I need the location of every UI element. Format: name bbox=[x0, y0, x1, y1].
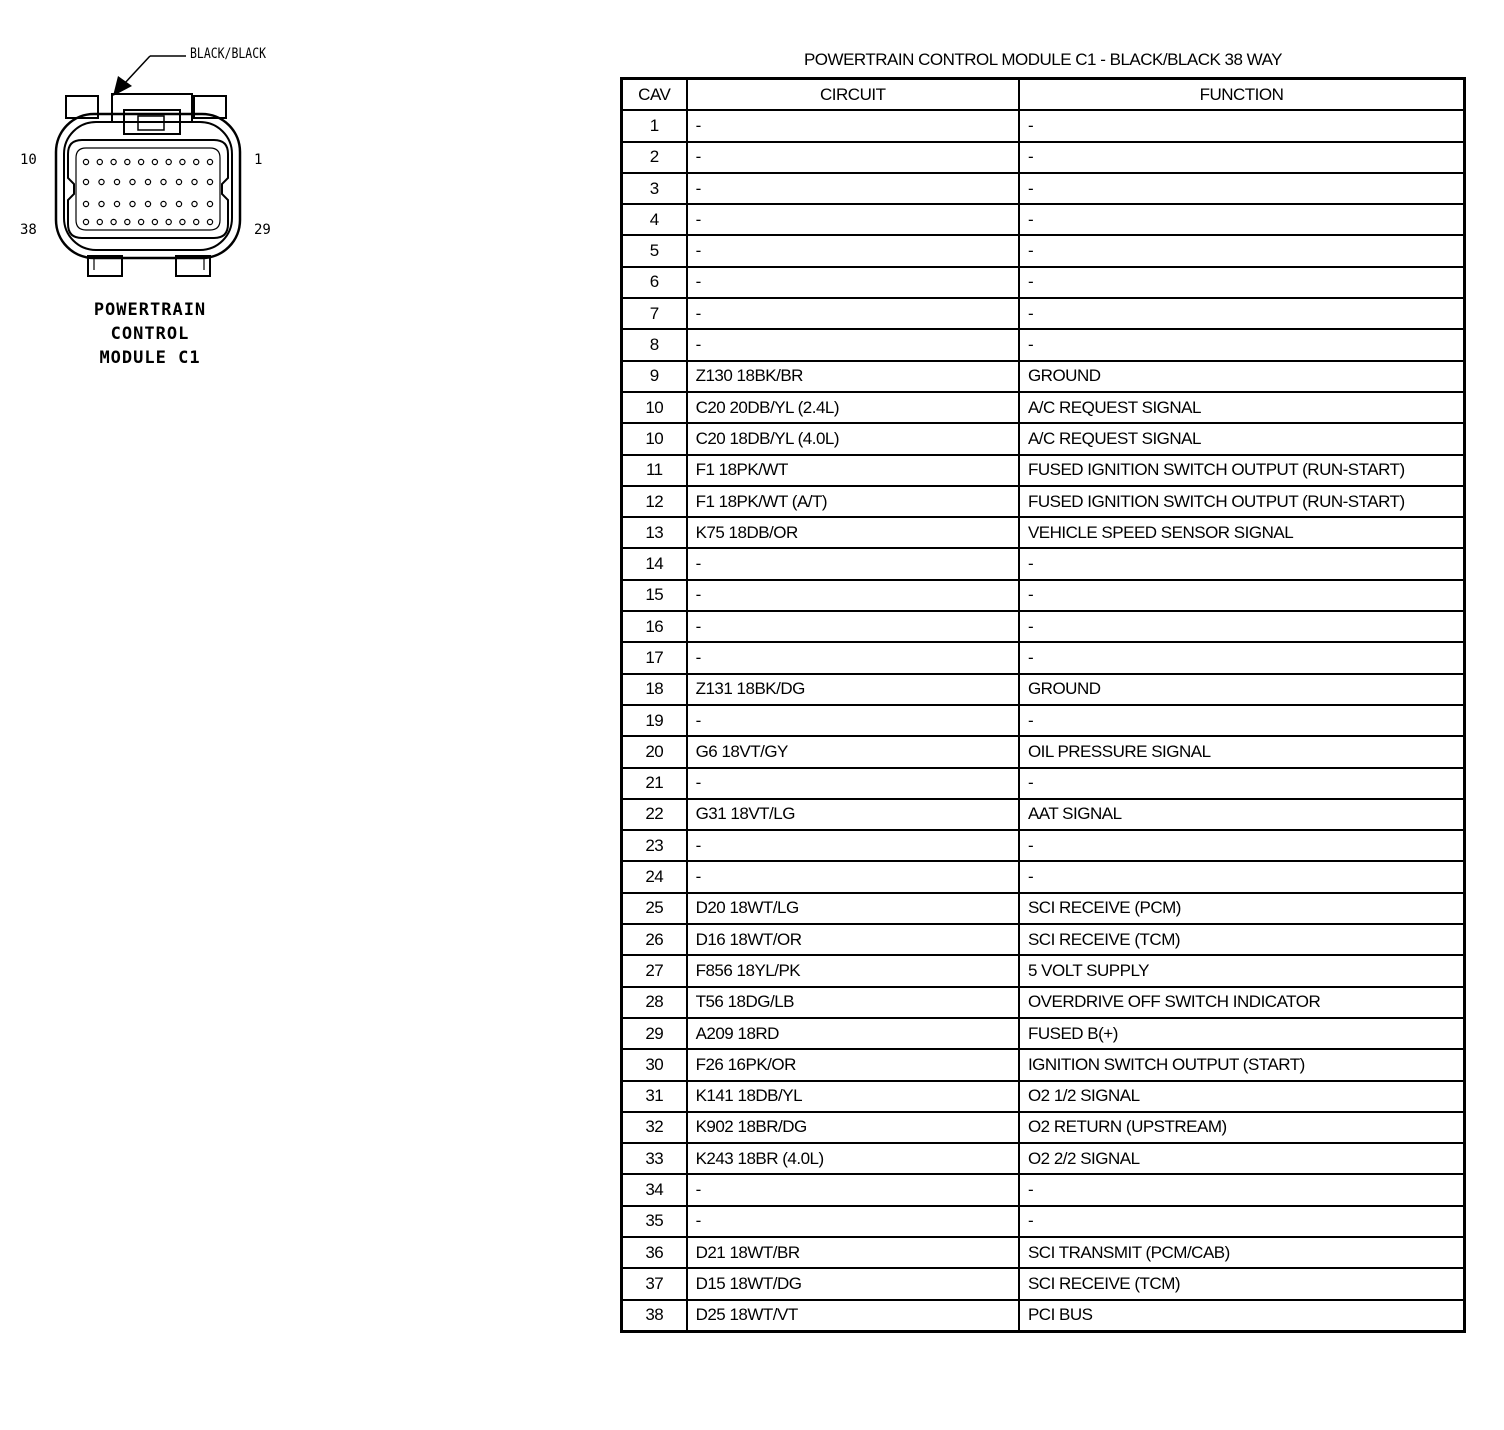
function-cell: - bbox=[1019, 235, 1465, 266]
header-circuit: CIRCUIT bbox=[687, 79, 1019, 111]
pin-hole bbox=[97, 159, 102, 164]
pin-hole bbox=[83, 159, 88, 164]
function-cell: PCI BUS bbox=[1019, 1300, 1465, 1332]
function-cell: FUSED IGNITION SWITCH OUTPUT (RUN-START) bbox=[1019, 486, 1465, 517]
table-row bbox=[622, 955, 1465, 986]
function-cell: AAT SIGNAL bbox=[1019, 799, 1465, 830]
connector-color-label: BLACK/BLACK bbox=[190, 46, 267, 62]
cav-cell: 19 bbox=[622, 705, 687, 736]
function-cell: - bbox=[1019, 298, 1465, 329]
connector-figure bbox=[0, 0, 340, 380]
circuit-cell: - bbox=[687, 611, 1019, 642]
cav-cell: 6 bbox=[622, 267, 687, 298]
circuit-cell: - bbox=[687, 642, 1019, 673]
pin-hole bbox=[125, 159, 130, 164]
cav-cell: 8 bbox=[622, 329, 687, 360]
table-row bbox=[622, 1237, 1465, 1268]
function-cell: FUSED IGNITION SWITCH OUTPUT (RUN-START) bbox=[1019, 455, 1465, 486]
table-row bbox=[622, 611, 1465, 642]
table-row bbox=[622, 768, 1465, 799]
pin-hole bbox=[111, 159, 116, 164]
pin-hole bbox=[111, 219, 116, 224]
pin-hole bbox=[192, 179, 197, 184]
circuit-cell: - bbox=[687, 830, 1019, 861]
function-cell: - bbox=[1019, 173, 1465, 204]
circuit-cell: Z131 18BK/DG bbox=[687, 674, 1019, 705]
cav-cell: 27 bbox=[622, 955, 687, 986]
pin-hole bbox=[176, 201, 181, 206]
circuit-cell: G6 18VT/GY bbox=[687, 736, 1019, 767]
function-cell: - bbox=[1019, 329, 1465, 360]
cav-cell: 3 bbox=[622, 173, 687, 204]
cav-cell: 33 bbox=[622, 1143, 687, 1174]
cav-cell: 29 bbox=[622, 1018, 687, 1049]
circuit-cell: Z130 18BK/BR bbox=[687, 361, 1019, 392]
table-header-row bbox=[622, 79, 1465, 111]
circuit-cell: - bbox=[687, 548, 1019, 579]
cav-cell: 37 bbox=[622, 1268, 687, 1299]
function-cell: - bbox=[1019, 861, 1465, 892]
pin-hole bbox=[99, 201, 104, 206]
circuit-cell: - bbox=[687, 861, 1019, 892]
cav-cell: 20 bbox=[622, 736, 687, 767]
function-cell: SCI RECEIVE (TCM) bbox=[1019, 924, 1465, 955]
circuit-cell: F856 18YL/PK bbox=[687, 955, 1019, 986]
function-cell: OVERDRIVE OFF SWITCH INDICATOR bbox=[1019, 987, 1465, 1018]
circuit-cell: - bbox=[687, 580, 1019, 611]
cav-cell: 21 bbox=[622, 768, 687, 799]
circuit-cell: - bbox=[687, 329, 1019, 360]
circuit-cell: C20 18DB/YL (4.0L) bbox=[687, 423, 1019, 454]
circuit-cell: K243 18BR (4.0L) bbox=[687, 1143, 1019, 1174]
circuit-cell: - bbox=[687, 110, 1019, 141]
pin-label-top-right: 1 bbox=[254, 152, 263, 168]
function-cell: FUSED B(+) bbox=[1019, 1018, 1465, 1049]
table-row bbox=[622, 893, 1465, 924]
circuit-cell: - bbox=[687, 267, 1019, 298]
function-cell: SCI RECEIVE (PCM) bbox=[1019, 893, 1465, 924]
pin-hole bbox=[83, 201, 88, 206]
table-row bbox=[622, 1300, 1465, 1332]
function-cell: - bbox=[1019, 580, 1465, 611]
cav-cell: 10 bbox=[622, 392, 687, 423]
pin-hole bbox=[194, 219, 199, 224]
cav-cell: 11 bbox=[622, 455, 687, 486]
circuit-cell: - bbox=[687, 142, 1019, 173]
pin-hole bbox=[194, 159, 199, 164]
table-row bbox=[622, 235, 1465, 266]
pin-hole bbox=[83, 219, 88, 224]
function-cell: - bbox=[1019, 830, 1465, 861]
function-cell: - bbox=[1019, 1174, 1465, 1205]
pin-label-top-left: 10 bbox=[20, 152, 37, 168]
function-cell: IGNITION SWITCH OUTPUT (START) bbox=[1019, 1049, 1465, 1080]
circuit-cell: D21 18WT/BR bbox=[687, 1237, 1019, 1268]
pin-hole bbox=[130, 179, 135, 184]
cav-cell: 1 bbox=[622, 110, 687, 141]
cav-cell: 25 bbox=[622, 893, 687, 924]
table-row bbox=[622, 142, 1465, 173]
cav-cell: 16 bbox=[622, 611, 687, 642]
pin-hole bbox=[192, 201, 197, 206]
cav-cell: 12 bbox=[622, 486, 687, 517]
table-row bbox=[622, 329, 1465, 360]
circuit-cell: D15 18WT/DG bbox=[687, 1268, 1019, 1299]
header-function: FUNCTION bbox=[1019, 79, 1465, 111]
cav-cell: 38 bbox=[622, 1300, 687, 1332]
table-row bbox=[622, 1268, 1465, 1299]
function-cell: O2 RETURN (UPSTREAM) bbox=[1019, 1112, 1465, 1143]
pin-hole bbox=[145, 179, 150, 184]
function-cell: O2 2/2 SIGNAL bbox=[1019, 1143, 1465, 1174]
function-cell: OIL PRESSURE SIGNAL bbox=[1019, 736, 1465, 767]
cav-cell: 34 bbox=[622, 1174, 687, 1205]
circuit-cell: D20 18WT/LG bbox=[687, 893, 1019, 924]
table-row bbox=[622, 1049, 1465, 1080]
cav-cell: 10 bbox=[622, 423, 687, 454]
circuit-cell: - bbox=[687, 204, 1019, 235]
table-row bbox=[622, 642, 1465, 673]
circuit-cell: T56 18DG/LB bbox=[687, 987, 1019, 1018]
caption-line-3: MODULE C1 bbox=[99, 348, 201, 368]
circuit-cell: - bbox=[687, 705, 1019, 736]
function-cell: SCI TRANSMIT (PCM/CAB) bbox=[1019, 1237, 1465, 1268]
table-row bbox=[622, 861, 1465, 892]
cav-cell: 23 bbox=[622, 830, 687, 861]
pin-hole bbox=[161, 201, 166, 206]
circuit-cell: - bbox=[687, 1206, 1019, 1237]
caption-line-2: CONTROL bbox=[110, 324, 190, 344]
circuit-cell: F1 18PK/WT (A/T) bbox=[687, 486, 1019, 517]
pin-hole bbox=[207, 201, 212, 206]
circuit-cell: F26 16PK/OR bbox=[687, 1049, 1019, 1080]
pin-hole bbox=[166, 159, 171, 164]
pin-hole bbox=[180, 219, 185, 224]
cav-cell: 17 bbox=[622, 642, 687, 673]
pin-hole bbox=[83, 179, 88, 184]
table-row bbox=[622, 204, 1465, 235]
function-cell: - bbox=[1019, 768, 1465, 799]
table-title: POWERTRAIN CONTROL MODULE C1 - BLACK/BLACK 38 WAY bbox=[803, 50, 1283, 69]
cav-cell: 35 bbox=[622, 1206, 687, 1237]
pinout-table bbox=[620, 77, 1466, 1333]
cav-cell: 22 bbox=[622, 799, 687, 830]
function-cell: O2 1/2 SIGNAL bbox=[1019, 1081, 1465, 1112]
table-row bbox=[622, 1112, 1465, 1143]
function-cell: SCI RECEIVE (TCM) bbox=[1019, 1268, 1465, 1299]
table-body bbox=[622, 110, 1465, 1331]
header-cav: CAV bbox=[622, 79, 687, 111]
circuit-cell: - bbox=[687, 298, 1019, 329]
cav-cell: 14 bbox=[622, 548, 687, 579]
function-cell: - bbox=[1019, 204, 1465, 235]
table-row bbox=[622, 924, 1465, 955]
circuit-cell: K75 18DB/OR bbox=[687, 517, 1019, 548]
cav-cell: 30 bbox=[622, 1049, 687, 1080]
table-row bbox=[622, 173, 1465, 204]
table-row bbox=[622, 987, 1465, 1018]
table-row bbox=[622, 1206, 1465, 1237]
table-row bbox=[622, 674, 1465, 705]
circuit-cell: C20 20DB/YL (2.4L) bbox=[687, 392, 1019, 423]
pin-hole bbox=[176, 179, 181, 184]
pin-label-bottom-left: 38 bbox=[20, 222, 37, 238]
circuit-cell: F1 18PK/WT bbox=[687, 455, 1019, 486]
function-cell: - bbox=[1019, 142, 1465, 173]
cav-cell: 9 bbox=[622, 361, 687, 392]
connector-drawing bbox=[0, 0, 340, 300]
table-row bbox=[622, 705, 1465, 736]
function-cell: GROUND bbox=[1019, 361, 1465, 392]
function-cell: - bbox=[1019, 611, 1465, 642]
pin-hole bbox=[139, 159, 144, 164]
cav-cell: 13 bbox=[622, 517, 687, 548]
pin-hole bbox=[145, 201, 150, 206]
pin-hole bbox=[97, 219, 102, 224]
circuit-cell: K141 18DB/YL bbox=[687, 1081, 1019, 1112]
connector-caption bbox=[60, 298, 240, 370]
cav-cell: 4 bbox=[622, 204, 687, 235]
circuit-cell: G31 18VT/LG bbox=[687, 799, 1019, 830]
pin-hole bbox=[207, 219, 212, 224]
table-row bbox=[622, 1143, 1465, 1174]
pin-hole bbox=[114, 179, 119, 184]
pin-hole bbox=[114, 201, 119, 206]
table-row bbox=[622, 736, 1465, 767]
pin-holes bbox=[83, 159, 212, 224]
circuit-cell: - bbox=[687, 235, 1019, 266]
circuit-cell: A209 18RD bbox=[687, 1018, 1019, 1049]
circuit-cell: K902 18BR/DG bbox=[687, 1112, 1019, 1143]
circuit-cell: D16 18WT/OR bbox=[687, 924, 1019, 955]
pin-hole bbox=[125, 219, 130, 224]
function-cell: GROUND bbox=[1019, 674, 1465, 705]
cav-cell: 7 bbox=[622, 298, 687, 329]
cav-cell: 32 bbox=[622, 1112, 687, 1143]
function-cell: 5 VOLT SUPPLY bbox=[1019, 955, 1465, 986]
cav-cell: 31 bbox=[622, 1081, 687, 1112]
cav-cell: 15 bbox=[622, 580, 687, 611]
table-row bbox=[622, 486, 1465, 517]
table-row bbox=[622, 548, 1465, 579]
function-cell: - bbox=[1019, 267, 1465, 298]
caption-line-1: POWERTRAIN bbox=[93, 300, 207, 320]
function-cell: A/C REQUEST SIGNAL bbox=[1019, 423, 1465, 454]
cav-cell: 18 bbox=[622, 674, 687, 705]
circuit-cell: - bbox=[687, 1174, 1019, 1205]
pin-hole bbox=[139, 219, 144, 224]
function-cell: VEHICLE SPEED SENSOR SIGNAL bbox=[1019, 517, 1465, 548]
function-cell: - bbox=[1019, 705, 1465, 736]
cav-cell: 2 bbox=[622, 142, 687, 173]
table-row bbox=[622, 110, 1465, 141]
function-cell: - bbox=[1019, 642, 1465, 673]
pin-hole bbox=[207, 159, 212, 164]
circuit-cell: - bbox=[687, 768, 1019, 799]
pin-hole bbox=[152, 159, 157, 164]
circuit-cell: D25 18WT/VT bbox=[687, 1300, 1019, 1332]
pin-hole bbox=[161, 179, 166, 184]
table-row bbox=[622, 830, 1465, 861]
pin-hole bbox=[99, 179, 104, 184]
function-cell: - bbox=[1019, 110, 1465, 141]
pin-hole bbox=[207, 179, 212, 184]
cav-cell: 36 bbox=[622, 1237, 687, 1268]
table-row bbox=[622, 1018, 1465, 1049]
table-row bbox=[622, 1174, 1465, 1205]
cav-cell: 28 bbox=[622, 987, 687, 1018]
table-row bbox=[622, 423, 1465, 454]
table-row bbox=[622, 267, 1465, 298]
cav-cell: 5 bbox=[622, 235, 687, 266]
table-row bbox=[622, 455, 1465, 486]
pin-hole bbox=[166, 219, 171, 224]
cav-cell: 26 bbox=[622, 924, 687, 955]
pin-hole bbox=[130, 201, 135, 206]
cav-cell: 24 bbox=[622, 861, 687, 892]
table-row bbox=[622, 1081, 1465, 1112]
table-row bbox=[622, 580, 1465, 611]
table-row bbox=[622, 517, 1465, 548]
function-cell: - bbox=[1019, 548, 1465, 579]
table-row bbox=[622, 298, 1465, 329]
pin-label-bottom-right: 29 bbox=[254, 222, 271, 238]
table-row bbox=[622, 361, 1465, 392]
function-cell: A/C REQUEST SIGNAL bbox=[1019, 392, 1465, 423]
pin-hole bbox=[180, 159, 185, 164]
circuit-cell: - bbox=[687, 173, 1019, 204]
table-row bbox=[622, 799, 1465, 830]
table-row bbox=[622, 392, 1465, 423]
function-cell: - bbox=[1019, 1206, 1465, 1237]
pin-hole bbox=[152, 219, 157, 224]
